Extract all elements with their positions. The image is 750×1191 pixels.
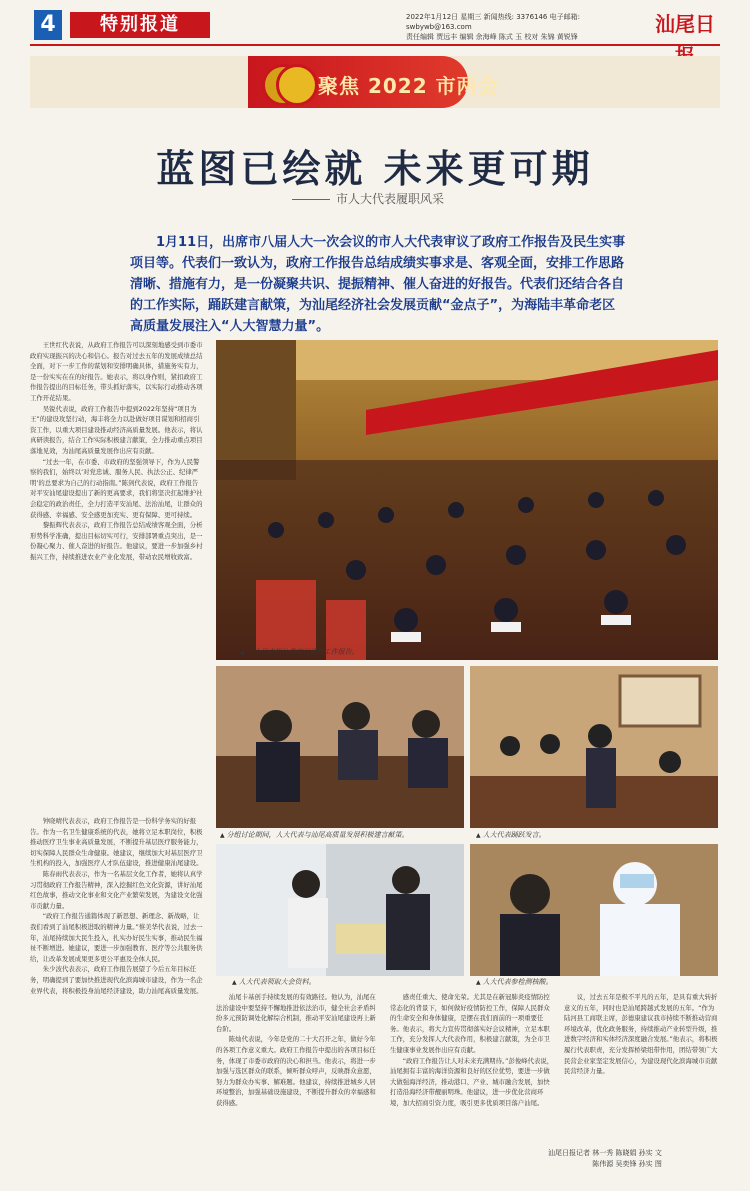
body-column-3	[390, 992, 556, 1142]
paragraph: “过去一年，在市委、市政府的坚强领导下，作为人民警察的我们，始终以‘对党忠诚、服务人民、执法公正、纪律严明’的总要求为自己的行动指南。”陈剑代表说，政府工作报告对平安汕尾建设提出了新的更高要求，我们将坚决扛起维护社会稳定的政治责任，全力打造平安汕尾、法治汕尾，让群众的获得感、幸福感、安全感更加充实、更有保障、更可持续。	[30, 457, 203, 519]
paragraph: 黎振辉代表表示，政府工作报告总结成绩客观全面，分析形势科学准确，提出目标切实可行，安排部署重点突出，是一份凝心聚力、催人奋进的好报告。他建议，要进一步加强乡村振兴工作，持续推进农业产业化发展，带动农民增收致富。	[30, 521, 203, 561]
banner-text: 聚焦 2022 市两会	[318, 74, 499, 98]
date-line: 2022年1月12日 星期三 新闻热线: 3376146 电子邮箱: swbywb@163.com	[406, 13, 580, 31]
body-column-1b	[30, 816, 204, 1182]
photo-group-discussion	[216, 666, 464, 828]
caption-right-bot: ▲ 人大代表参检测核酸。	[476, 977, 553, 987]
article-subtitle: 市人大代表履职风采	[292, 190, 444, 207]
editors-line: 责任编辑 贾远丰 编辑 余海峰 陈式 玉 校对 朱锦 黄锐锋	[406, 33, 578, 41]
byline	[548, 1148, 662, 1170]
body-column-2	[216, 992, 382, 1182]
byline-text: 汕尾日报记者 林一秀 陈晓娟 孙实 文	[548, 1149, 662, 1157]
header-rule	[30, 44, 720, 46]
paragraph: 议，过去五年是极不平凡的五年，是具有重大转折意义的五年，同时也是汕尾跨越式发展的五年。“作为陆河县工商联主席，彭德康建议我市持续不断推动营商环境改革，优化政务服务，持续推动产业转型升级，推进数字经济和实体经济深度融合发展。”他表示，将积极履行代表职责，充分发挥桥梁纽带作用，团结带领广大民营企业家坚定发展信心，为建设现代化滨海城市贡献民营经济力量。	[564, 993, 718, 1076]
masthead-logo: 汕尾日	[655, 12, 715, 36]
article-title: 蓝图已绘就 未来更可期	[156, 146, 594, 191]
body-column-1	[30, 340, 204, 810]
photo-speaking	[470, 666, 718, 828]
photo-nucleic-test	[470, 844, 718, 976]
main-photo	[216, 340, 718, 660]
caption-left-mid: ▲ 分组讨论期间，人大代表与汕尾高质量发展积极建言献策。	[220, 830, 409, 840]
party-emblem-icon	[276, 64, 318, 106]
paragraph: “政府工作报告让人对未来充满期待。”彭俊峰代表说，汕尾拥有丰富的海洋资源和良好的区位优势，要进一步做大做强海洋经济，推动港口、产业、城市融合发展，加快打造沿海经济带靓丽明珠。他建议，进一步优化营商环境，加大招商引资力度，吸引更多优质项目落户汕尾。	[390, 1056, 554, 1107]
paragraph: 吴锐代表说，政府工作报告中提到2022年坚持“项目为王”的建设攻坚行动，海丰将全力以赴做好项目谋划和招商引资工作，以重大项目建设推动经济高质量发展。他表示，将认真研读报告，结合工作实际积极建言献策，全力推动重点项目落地见效，为汕尾高质量发展作出应有贡献。	[30, 404, 203, 455]
article-lead: 1月11日，出席市八届人大一次会议的市人大代表审议了政府工作报告及民生实事项目等。代表们一致认为，政府工作报告总结成绩实事求是、客观全面，安排工作思路清晰、措施有力，是一份凝聚共识、提振精神、催人奋进的好报告。代表们还结合各自的工作实际，踊跃建言献策，为汕尾经济社会发展贡献“金点子”，为海陆丰革命老区高质量发展注入“人大智慧力量”。	[130, 235, 626, 334]
byline-photo: 陈伟源 吴奕锋 孙实 图	[592, 1160, 662, 1168]
caption-main: ▲ 人大代表们认真审议政府工作报告。	[240, 647, 359, 657]
page-number: 4	[34, 10, 62, 40]
paragraph: 汕尾卡基创手持续发展的有效路径。他认为，汕尾在法治建设中要坚持不懈地推进依法治市，健全社会矛盾纠纷多元预防调处化解综合机制，推动平安汕尾建设再上新台阶。	[216, 993, 376, 1033]
paragraph: 朱少波代表表示，政府工作报告展望了今后五年目标任务，明确提到了要加快推进现代化滨海城市建设，作为一名企业界代表，将积极投身汕尾经济建设，助力汕尾高质量发展。	[30, 965, 203, 995]
caption-right-mid: ▲ 人大代表踊跃发言。	[476, 830, 546, 840]
header-info	[406, 12, 646, 42]
paragraph: 感责任重大、使命光荣。尤其是在新冠肺炎疫情防控常态化的背景下，如何做好疫情防控工作，保障人民群众的生命安全和身体健康，是摆在我们面前的一项重要任务。他表示，将大力宣传贯彻落实好会议精神，立足本职工作，充分发挥人大代表作用，积极建言献策，为全市卫生健康事业发展作出应有贡献。	[390, 993, 550, 1054]
paragraph: “政府工作报告通篇体现了新思想、新理念、新战略，让我们看到了汕尾积极进取的精神力量。”蔡美华代表说，过去一年，汕尾持续加大民生投入，扎实办好民生实事，推动民生福祉不断增进。她建议，要进一步加强教育、医疗等公共服务供给，让改革发展成果更多更公平惠及全体人民。	[30, 912, 203, 963]
paragraph: 陈春雨代表表示，作为一名基层文化工作者，她将认真学习贯彻政府工作报告精神，深入挖掘红色文化资源，讲好汕尾红色故事，推动文化事业和文化产业繁荣发展，为建设文化强市贡献力量。	[30, 869, 203, 910]
section-label: 特别报道	[70, 12, 210, 38]
paragraph: 陈灿代表说，今年是党的二十大召开之年，做好今年的各项工作意义重大。政府工作报告中提出的各项目标任务，体现了市委市政府的决心和担当。他表示，将进一步加强与选区群众的联系，倾听群众呼声，反映群众意愿，努力为群众办实事、解难题。他建议，持续推进城乡人居环境整治，加强基础设施建设，不断提升群众的幸福感和获得感。	[216, 1035, 376, 1107]
paragraph: 王世红代表说，从政府工作报告可以深刻地感受到市委市政府实现振兴的决心和信心。报告对过去五年的发展成绩总结全面，对下一步工作的谋划和安排明确具体，措施务实有力，是一份实实在在的好报告。她表示，将以身作则，紧扣政府工作报告提出的目标任务，带头抓好落实，以实际行动推动各项工作开花结果。	[30, 341, 203, 402]
caption-left-bot: ▲ 人大代表领取大会资料。	[232, 977, 316, 987]
paragraph: 钟晓晴代表表示，政府工作报告是一份科学务实的好报告。作为一名卫生健康系统的代表，她将立足本职岗位，积极推动医疗卫生事业高质量发展，不断提升基层医疗服务能力，切实保障人民群众生命健康。她建议，继续加大对基层医疗卫生机构的投入，加强医疗人才队伍建设，推进健康汕尾建设。	[30, 817, 203, 868]
photo-materials	[216, 844, 464, 976]
